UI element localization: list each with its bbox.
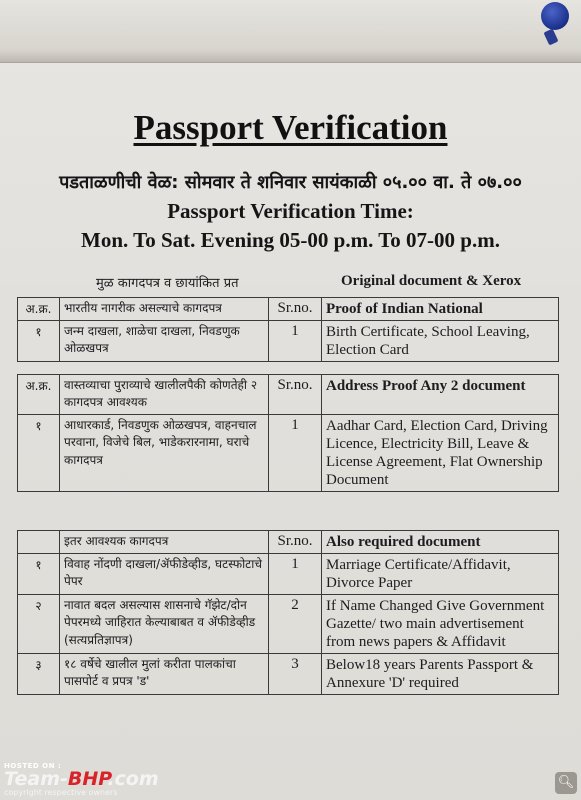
cell: Proof of Indian National: [322, 298, 559, 321]
cell: 3: [269, 654, 322, 695]
cell: २: [18, 595, 60, 654]
cell: Sr.no.: [269, 375, 322, 415]
watermark-copyright: copyright respective owners: [4, 788, 118, 797]
watermark: [4, 762, 159, 797]
table-row: [18, 654, 559, 695]
pushpin-icon: [541, 2, 569, 30]
table-also-required: [17, 530, 559, 695]
cell: Marriage Certificate/Affidavit, Divorce Paper: [322, 554, 559, 595]
brand-suffix: .com: [107, 768, 159, 790]
cell: भारतीय नागरीक असल्याचे कागदपत्र: [60, 298, 269, 321]
cell: आधारकार्ड, निवडणुक ओळखपत्र, वाहनचाल परवाना, विजेचे बिल, भाडेकरारनामा, घराचे कागदपत्र: [60, 414, 269, 491]
cell: विवाह नोंदणी दाखला/ॲफीडेव्हीड, घटस्फोटाचे पेपर: [60, 554, 269, 595]
cell: १: [18, 414, 60, 491]
timing-marathi: पडताळणीची वेळ: सोमवार ते शनिवार सायंकाळी ०५.०० वा. ते ०७.००: [59, 172, 522, 193]
cell: १: [18, 321, 60, 362]
cell: Aadhar Card, Election Card, Driving Licence, Electricity Bill, Leave & License Agreement, Flat Ownership Document: [322, 414, 559, 491]
cell: Address Proof Any 2 document: [322, 375, 559, 415]
cell: If Name Changed Give Government Gazette/ two main advertisement from news papers & Affidavit: [322, 595, 559, 654]
cell: जन्म दाखला, शाळेचा दाखला, निवडणुक ओळखपत्र: [60, 321, 269, 362]
cell: इतर आवश्यक कागदपत्र: [60, 531, 269, 554]
cell: Birth Certificate, School Leaving, Election Card: [322, 321, 559, 362]
cell: अ.क्र.: [18, 375, 60, 415]
paper-fold: [0, 0, 581, 63]
magnify-icon[interactable]: 🔍︎: [555, 772, 577, 794]
cell: Sr.no.: [269, 298, 322, 321]
table-row: [18, 321, 559, 362]
brand-prefix: Team-: [4, 768, 68, 790]
cell: Also required document: [322, 531, 559, 554]
page-title: Passport Verification: [133, 108, 448, 147]
cell: वास्तव्याचा पुराव्याचे खालीलपैकी कोणतेही २ कागदपत्र आवश्यक: [60, 375, 269, 415]
header-left: मुळ कागदपत्र व छायांकित प्रत: [96, 276, 239, 291]
cell: 2: [269, 595, 322, 654]
table-address-proof: [17, 374, 559, 492]
table-head-row: [18, 531, 559, 554]
cell: 1: [269, 321, 322, 362]
cell: अ.क्र.: [18, 298, 60, 321]
cell: Sr.no.: [269, 531, 322, 554]
table-head-row: [18, 375, 559, 415]
cell: नावात बदल असल्यास शासनाचे गॅझेट/दोन पेपरमध्ये जाहिरात केल्याबाबत व ॲफीडेव्हीड (सत्यप्रतिज्ञापत्र): [60, 595, 269, 654]
table-head-row: [18, 298, 559, 321]
brand-mid: BHP: [67, 768, 108, 790]
cell: १८ वर्षेचे खालील मुलां करीता पालकांचा पासपोर्ट व प्रपत्र 'ड': [60, 654, 269, 695]
watermark-brand: [4, 770, 159, 788]
header-right: Original document & Xerox: [341, 273, 522, 289]
cell: 1: [269, 554, 322, 595]
cell: १: [18, 554, 60, 595]
cell: [18, 531, 60, 554]
timing-english: Mon. To Sat. Evening 05-00 p.m. To 07-00 p.m.: [81, 228, 500, 252]
table-row: [18, 554, 559, 595]
cell: ३: [18, 654, 60, 695]
timing-heading: Passport Verification Time:: [167, 199, 414, 223]
watermark-hosted: HOSTED ON :: [4, 762, 62, 770]
table-row: [18, 595, 559, 654]
cell: 1: [269, 414, 322, 491]
table-proof-national: [17, 297, 559, 362]
cell: Below18 years Parents Passport & Annexure 'D' required: [322, 654, 559, 695]
table-row: [18, 414, 559, 491]
